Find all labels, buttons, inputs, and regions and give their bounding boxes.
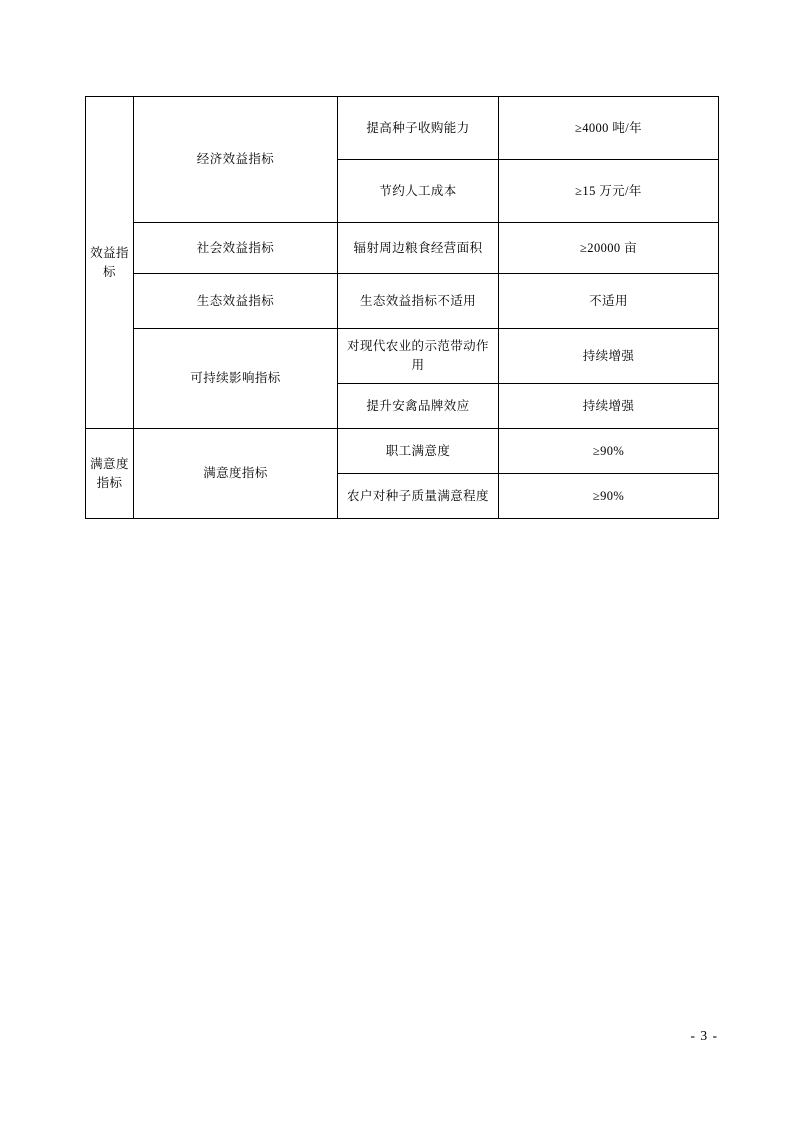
table-row (86, 429, 719, 474)
performance-indicator-table (85, 96, 719, 519)
indicator-value-cell: ≥4000 吨/年 (499, 97, 719, 160)
indicator-name-cell: 提升安禽品牌效应 (338, 384, 499, 429)
table-row (86, 223, 719, 274)
performance-indicator-table-container (85, 96, 718, 519)
indicator-name-cell: 农户对种子质量满意程度 (338, 474, 499, 519)
table-row (86, 329, 719, 384)
category-cell-benefit: 效益指标 (86, 97, 134, 429)
subcategory-cell-sustainable: 可持续影响指标 (134, 329, 338, 429)
subcategory-cell-economic: 经济效益指标 (134, 97, 338, 223)
indicator-value-cell: ≥20000 亩 (499, 223, 719, 274)
indicator-value-cell: 不适用 (499, 274, 719, 329)
indicator-name-cell: 对现代农业的示范带动作用 (338, 329, 499, 384)
subcategory-cell-satisfaction: 满意度指标 (134, 429, 338, 519)
category-cell-satisfaction: 满意度指标 (86, 429, 134, 519)
indicator-value-cell: ≥15 万元/年 (499, 160, 719, 223)
page-number: - 3 - (690, 1028, 718, 1043)
table-row (86, 97, 719, 160)
indicator-name-cell: 职工满意度 (338, 429, 499, 474)
indicator-value-cell: ≥90% (499, 429, 719, 474)
indicator-value-cell: ≥90% (499, 474, 719, 519)
subcategory-cell-social: 社会效益指标 (134, 223, 338, 274)
subcategory-cell-ecological: 生态效益指标 (134, 274, 338, 329)
table-row (86, 274, 719, 329)
indicator-name-cell: 提高种子收购能力 (338, 97, 499, 160)
indicator-value-cell: 持续增强 (499, 329, 719, 384)
indicator-name-cell: 节约人工成本 (338, 160, 499, 223)
indicator-name-cell: 辐射周边粮食经营面积 (338, 223, 499, 274)
indicator-value-cell: 持续增强 (499, 384, 719, 429)
indicator-name-cell: 生态效益指标不适用 (338, 274, 499, 329)
